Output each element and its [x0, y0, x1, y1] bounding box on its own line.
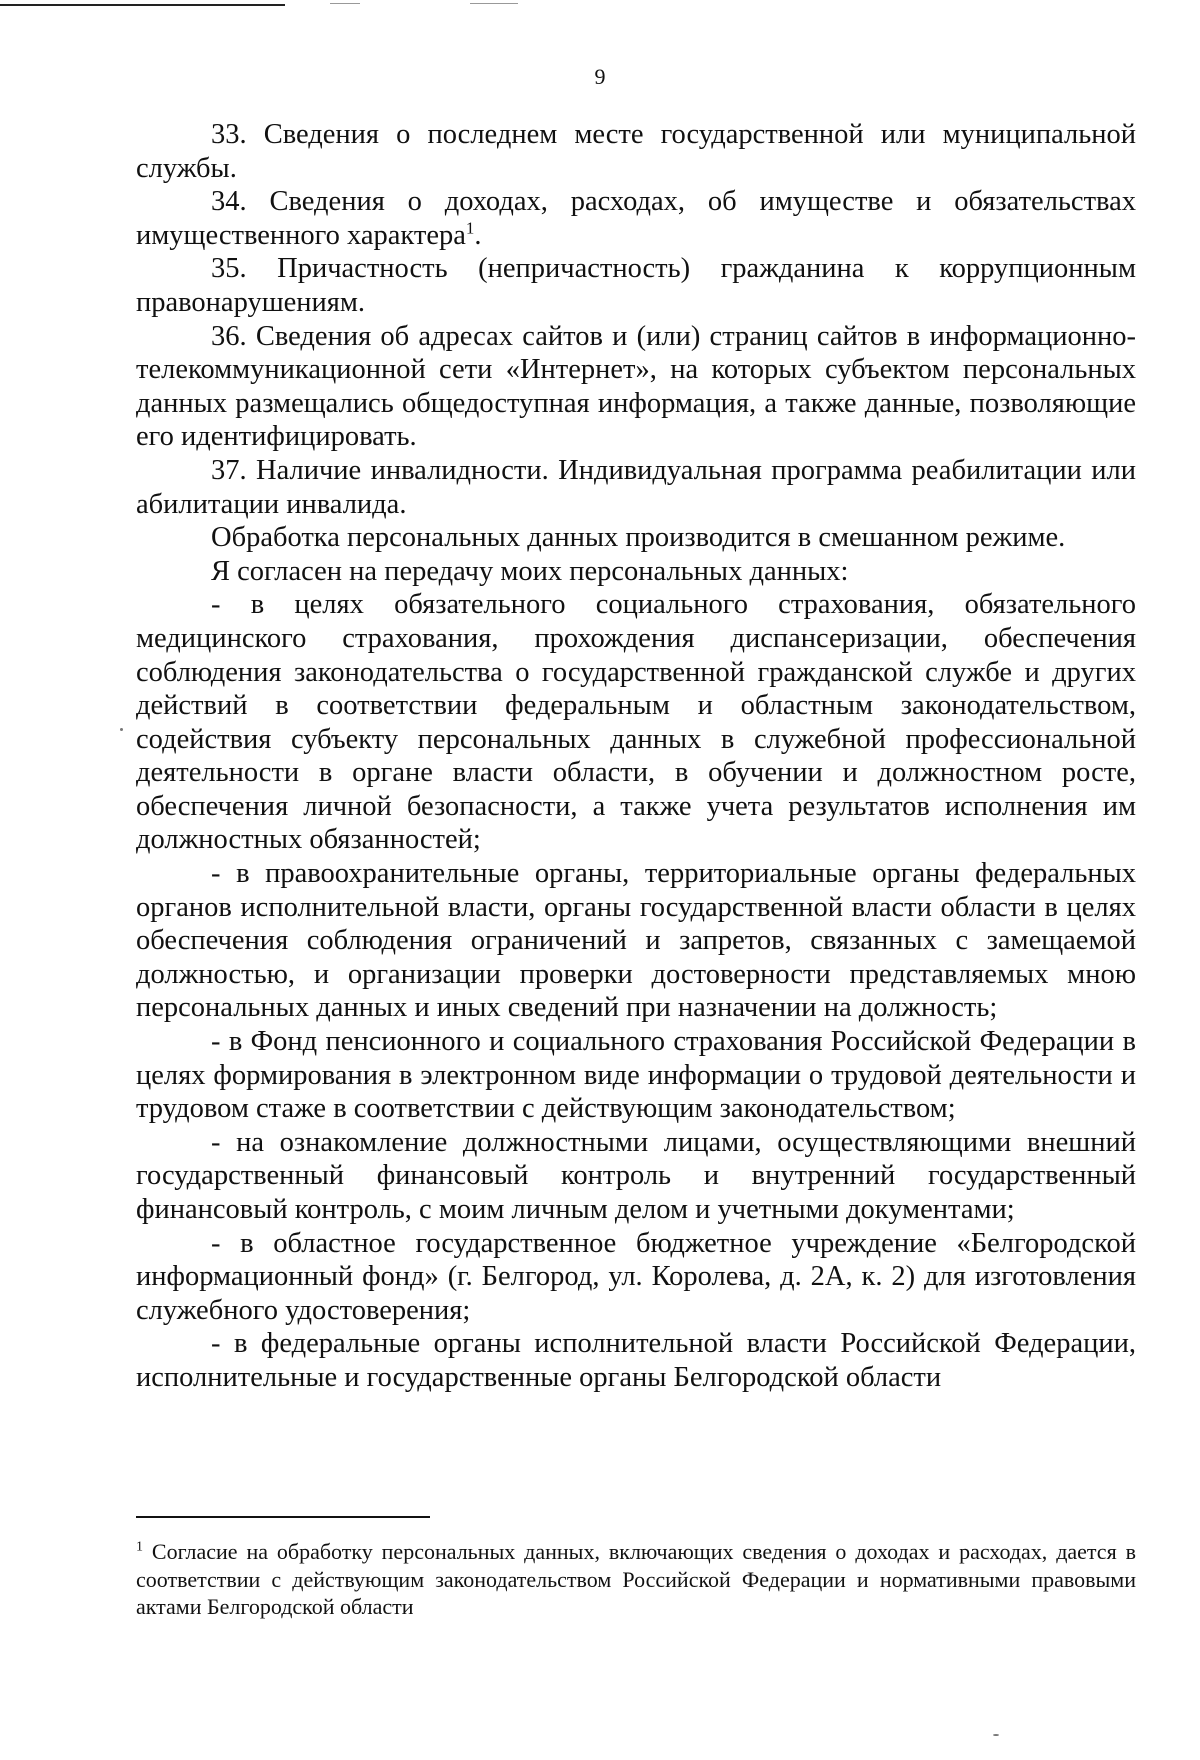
consent-paragraph: Я согласен на передачу моих персональных данных: — [211, 555, 849, 587]
document-body — [136, 118, 1136, 1395]
footnote-separator — [136, 1516, 430, 1518]
footnote-reference: 1 — [465, 218, 475, 238]
scan-artifact — [470, 3, 518, 4]
page-number: 9 — [594, 64, 606, 89]
consent-item-federal-bodies: - в федеральные органы исполнительной власти Российской Федерации, исполнительные и государственные органы Белгородской области — [136, 1328, 1136, 1393]
scan-artifact — [330, 3, 360, 4]
paragraph-35: 35. Причастность (непричастность) гражданина к коррупционным правонарушениям. — [136, 253, 1136, 318]
footnote-marker: 1 — [136, 1539, 143, 1555]
consent-item-pension-fund: - в Фонд пенсионного и социального страхования Российской Федерации в целях формирования в электронном виде информации о трудовой деятельности и трудовом стаже в соответствии с действующим законодательством; — [136, 1026, 1136, 1125]
paragraph-34: 34. Сведения о доходах, расходах, об имуществе и обязательствах имущественного характера$^1$. — [136, 186, 1136, 251]
footnote-text: Согласие на обработку персональных данных, включающих сведения о доходах и расходах, дается в соответствии с действующим законодательством Российской Федерации и нормативными правовыми актами Белгородской области — [136, 1539, 1136, 1619]
paragraph-36: 36. Сведения об адресах сайтов и (или) страниц сайтов в информационно-телекоммуникационной сети «Интернет», на которых субъектом персональных данных размещались общедоступная информация, а также данные, позволяющие его идентифицировать. — [136, 320, 1136, 453]
paragraph-33: 33. Сведения о последнем месте государственной или муниципальной службы. — [136, 119, 1136, 184]
footnote — [136, 1538, 1136, 1621]
scan-artifact — [993, 1734, 999, 1736]
consent-item-law-enforcement: - в правоохранительные органы, территориальные органы федеральных органов исполнительной власти, органы государственной власти области в целях обеспечения соблюдения ограничений и запретов, связанных с замещаемой должностью, и организации проверки достоверности представляемых мною персональных данных и иных сведений при назначении на должность; — [136, 858, 1136, 1024]
consent-item-social-insurance: - в целях обязательного социального страхования, обязательного медицинского страхования, прохождения диспансеризации, обеспечения соблюдения законодательства о государственной гражданской службе и других действий в соответствии федеральным и областным законодательством, содействия субъекту персональных данных в служебной профессиональной деятельности в органе власти области, в обучении и должностном росте, обеспечения личной безопасности, а также учета результатов исполнения им должностных обязанностей; — [136, 589, 1136, 856]
consent-item-information-fund: - в областное государственное бюджетное учреждение «Белгородской информационный фонд» (г. Белгород, ул. Королева, д. 2А, к. 2) для изготовления служебного удостоверения; — [136, 1227, 1136, 1326]
processing-mode-paragraph: Обработка персональных данных производится в смешанном режиме. — [211, 522, 1066, 554]
paragraph-37: 37. Наличие инвалидности. Индивидуальная программа реабилитации или абилитации инвалида. — [136, 454, 1136, 520]
consent-item-financial-control: - на ознакомление должностными лицами, осуществляющими внешний государственный финансовый контроль и внутренний государственный финансовый контроль, с моим личным делом и учетными документами; — [136, 1126, 1136, 1225]
top-edge-rule — [0, 4, 285, 6]
scan-artifact — [120, 728, 123, 731]
paragraph-34-text: 34. Сведения о доходах, расходах, об имуществе и обязательствах имущественного характера — [136, 186, 1136, 251]
